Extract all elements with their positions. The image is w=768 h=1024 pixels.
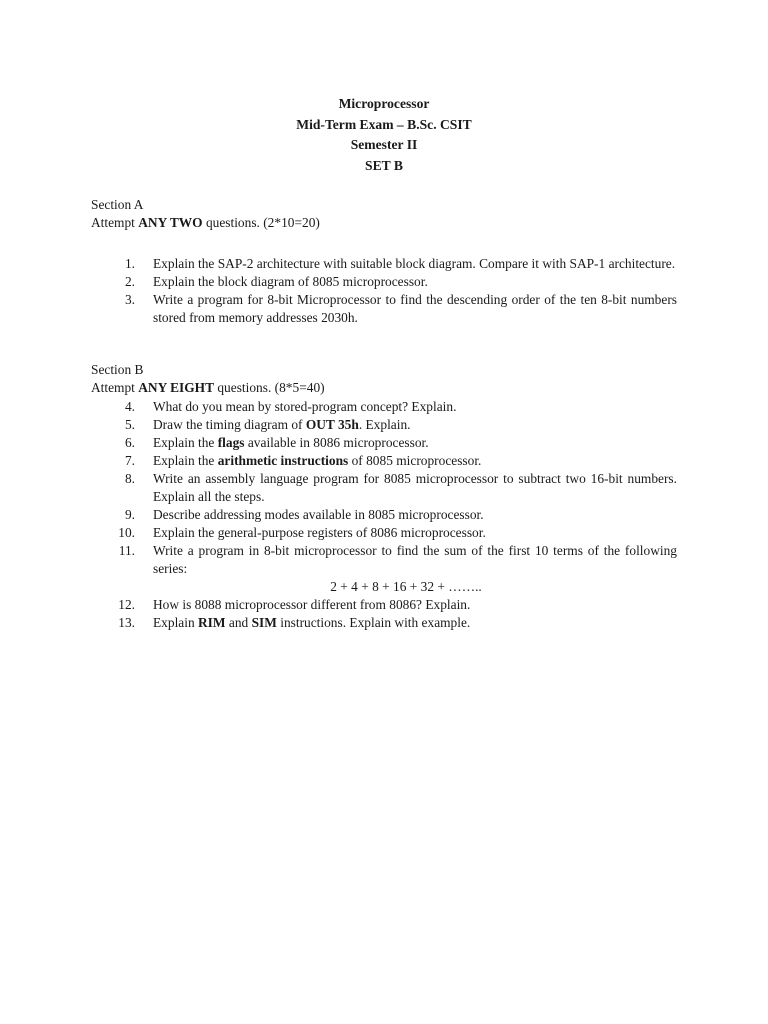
instruction-prefix: Attempt <box>91 215 139 230</box>
instruction-prefix: Attempt <box>91 380 139 395</box>
question-text-part: and <box>225 615 252 630</box>
question-number-label: 8. <box>124 471 135 486</box>
question-number <box>91 470 135 488</box>
question-number <box>91 614 135 632</box>
question-number <box>91 398 135 416</box>
section-a-questions <box>91 255 677 327</box>
question-text-part: Explain <box>153 615 198 630</box>
set-title: SET B <box>365 157 403 173</box>
question-number-label: 9. <box>124 507 135 522</box>
semester-title: Semester II <box>350 137 418 152</box>
instruction-suffix: questions. (2*10=20) <box>202 215 320 230</box>
question-number <box>91 273 135 291</box>
section-b-instruction <box>91 379 677 397</box>
question-text-part: . Explain. <box>358 417 411 432</box>
question-number-label: 2. <box>124 274 135 289</box>
question-keyword: flags <box>217 435 245 450</box>
question-number-label: 13. <box>118 615 135 630</box>
question-number-label: 4. <box>124 399 135 414</box>
question-text: Explain the SAP-2 architecture with suitable block diagram. Compare it with SAP-1 architecture. <box>153 256 676 271</box>
question-number-label: 7. <box>124 453 135 468</box>
series-expression: 2 + 4 + 8 + 16 + 32 + …….. <box>330 579 482 594</box>
question-number-label: 6. <box>124 435 135 450</box>
question-1 <box>91 255 677 273</box>
question-text: What do you mean by stored-program concept? Explain. <box>153 399 457 414</box>
question-number <box>91 255 135 273</box>
question-11 <box>91 542 677 578</box>
question-text: Write a program for 8-bit Microprocessor to find the descending order of the ten 8-bit numbers stored from memory addresses 2030h. <box>153 292 677 325</box>
question-number-label: 1. <box>124 256 135 271</box>
question-12 <box>91 596 677 614</box>
question-9 <box>91 506 677 524</box>
question-5 <box>91 416 677 434</box>
question-number-label: 11. <box>118 543 135 558</box>
question-number-label: 3. <box>124 292 135 307</box>
question-number <box>91 506 135 524</box>
question-number <box>91 452 135 470</box>
question-number <box>91 434 135 452</box>
question-number <box>91 542 135 560</box>
instruction-emphasis: ANY TWO <box>138 215 203 230</box>
question-text <box>135 434 677 452</box>
question-number-label: 12. <box>118 597 135 612</box>
exam-header <box>0 94 768 176</box>
question-text-part: Draw the timing diagram of <box>153 417 306 432</box>
question-keyword: OUT 35h <box>305 417 359 432</box>
question-text: Explain the general-purpose registers of 8086 microprocessor. <box>153 525 486 540</box>
question-number <box>91 291 135 309</box>
question-text <box>135 452 677 470</box>
question-text: Describe addressing modes available in 8085 microprocessor. <box>153 507 484 522</box>
question-text-part: of 8085 microprocessor. <box>348 453 482 468</box>
question-text: How is 8088 microprocessor different from 8086? Explain. <box>153 597 471 612</box>
exam-title: Mid-Term Exam – B.Sc. CSIT <box>296 116 472 132</box>
section-a-heading <box>91 196 677 232</box>
question-2 <box>91 273 677 291</box>
question-8 <box>91 470 677 506</box>
question-number <box>91 416 135 434</box>
question-text-part: instructions. Explain with example. <box>276 615 471 630</box>
question-keyword: RIM <box>198 615 226 630</box>
question-text-part: Explain the <box>153 435 218 450</box>
section-b-questions <box>91 398 677 632</box>
question-number <box>91 596 135 614</box>
question-7 <box>91 452 677 470</box>
section-a-title: Section A <box>91 197 144 212</box>
question-number-label: 5. <box>124 417 135 432</box>
section-b-heading <box>91 361 677 397</box>
question-number <box>91 524 135 542</box>
subject-title: Microprocessor <box>338 96 430 111</box>
question-keyword: arithmetic instructions <box>217 453 349 468</box>
question-text-part: Explain the <box>153 453 218 468</box>
question-10 <box>91 524 677 542</box>
question-6 <box>91 434 677 452</box>
question-text: Write an assembly language program for 8085 microprocessor to subtract two 16-bit numbers. Explain all the steps. <box>153 471 677 504</box>
question-text: Write a program in 8-bit microprocessor to find the sum of the first 10 terms of the following series: <box>153 543 677 576</box>
question-text <box>135 614 677 632</box>
question-text <box>135 416 677 434</box>
question-4 <box>91 398 677 416</box>
question-text-part: available in 8086 microprocessor. <box>244 435 429 450</box>
question-number-label: 10. <box>118 525 135 540</box>
question-keyword: SIM <box>251 615 277 630</box>
question-13 <box>91 614 677 632</box>
question-3 <box>91 291 677 327</box>
section-a-instruction <box>91 214 677 232</box>
section-b-title: Section B <box>91 362 144 377</box>
instruction-emphasis: ANY EIGHT <box>138 380 215 395</box>
instruction-suffix: questions. (8*5=40) <box>214 380 325 395</box>
question-text: Explain the block diagram of 8085 microprocessor. <box>153 274 428 289</box>
